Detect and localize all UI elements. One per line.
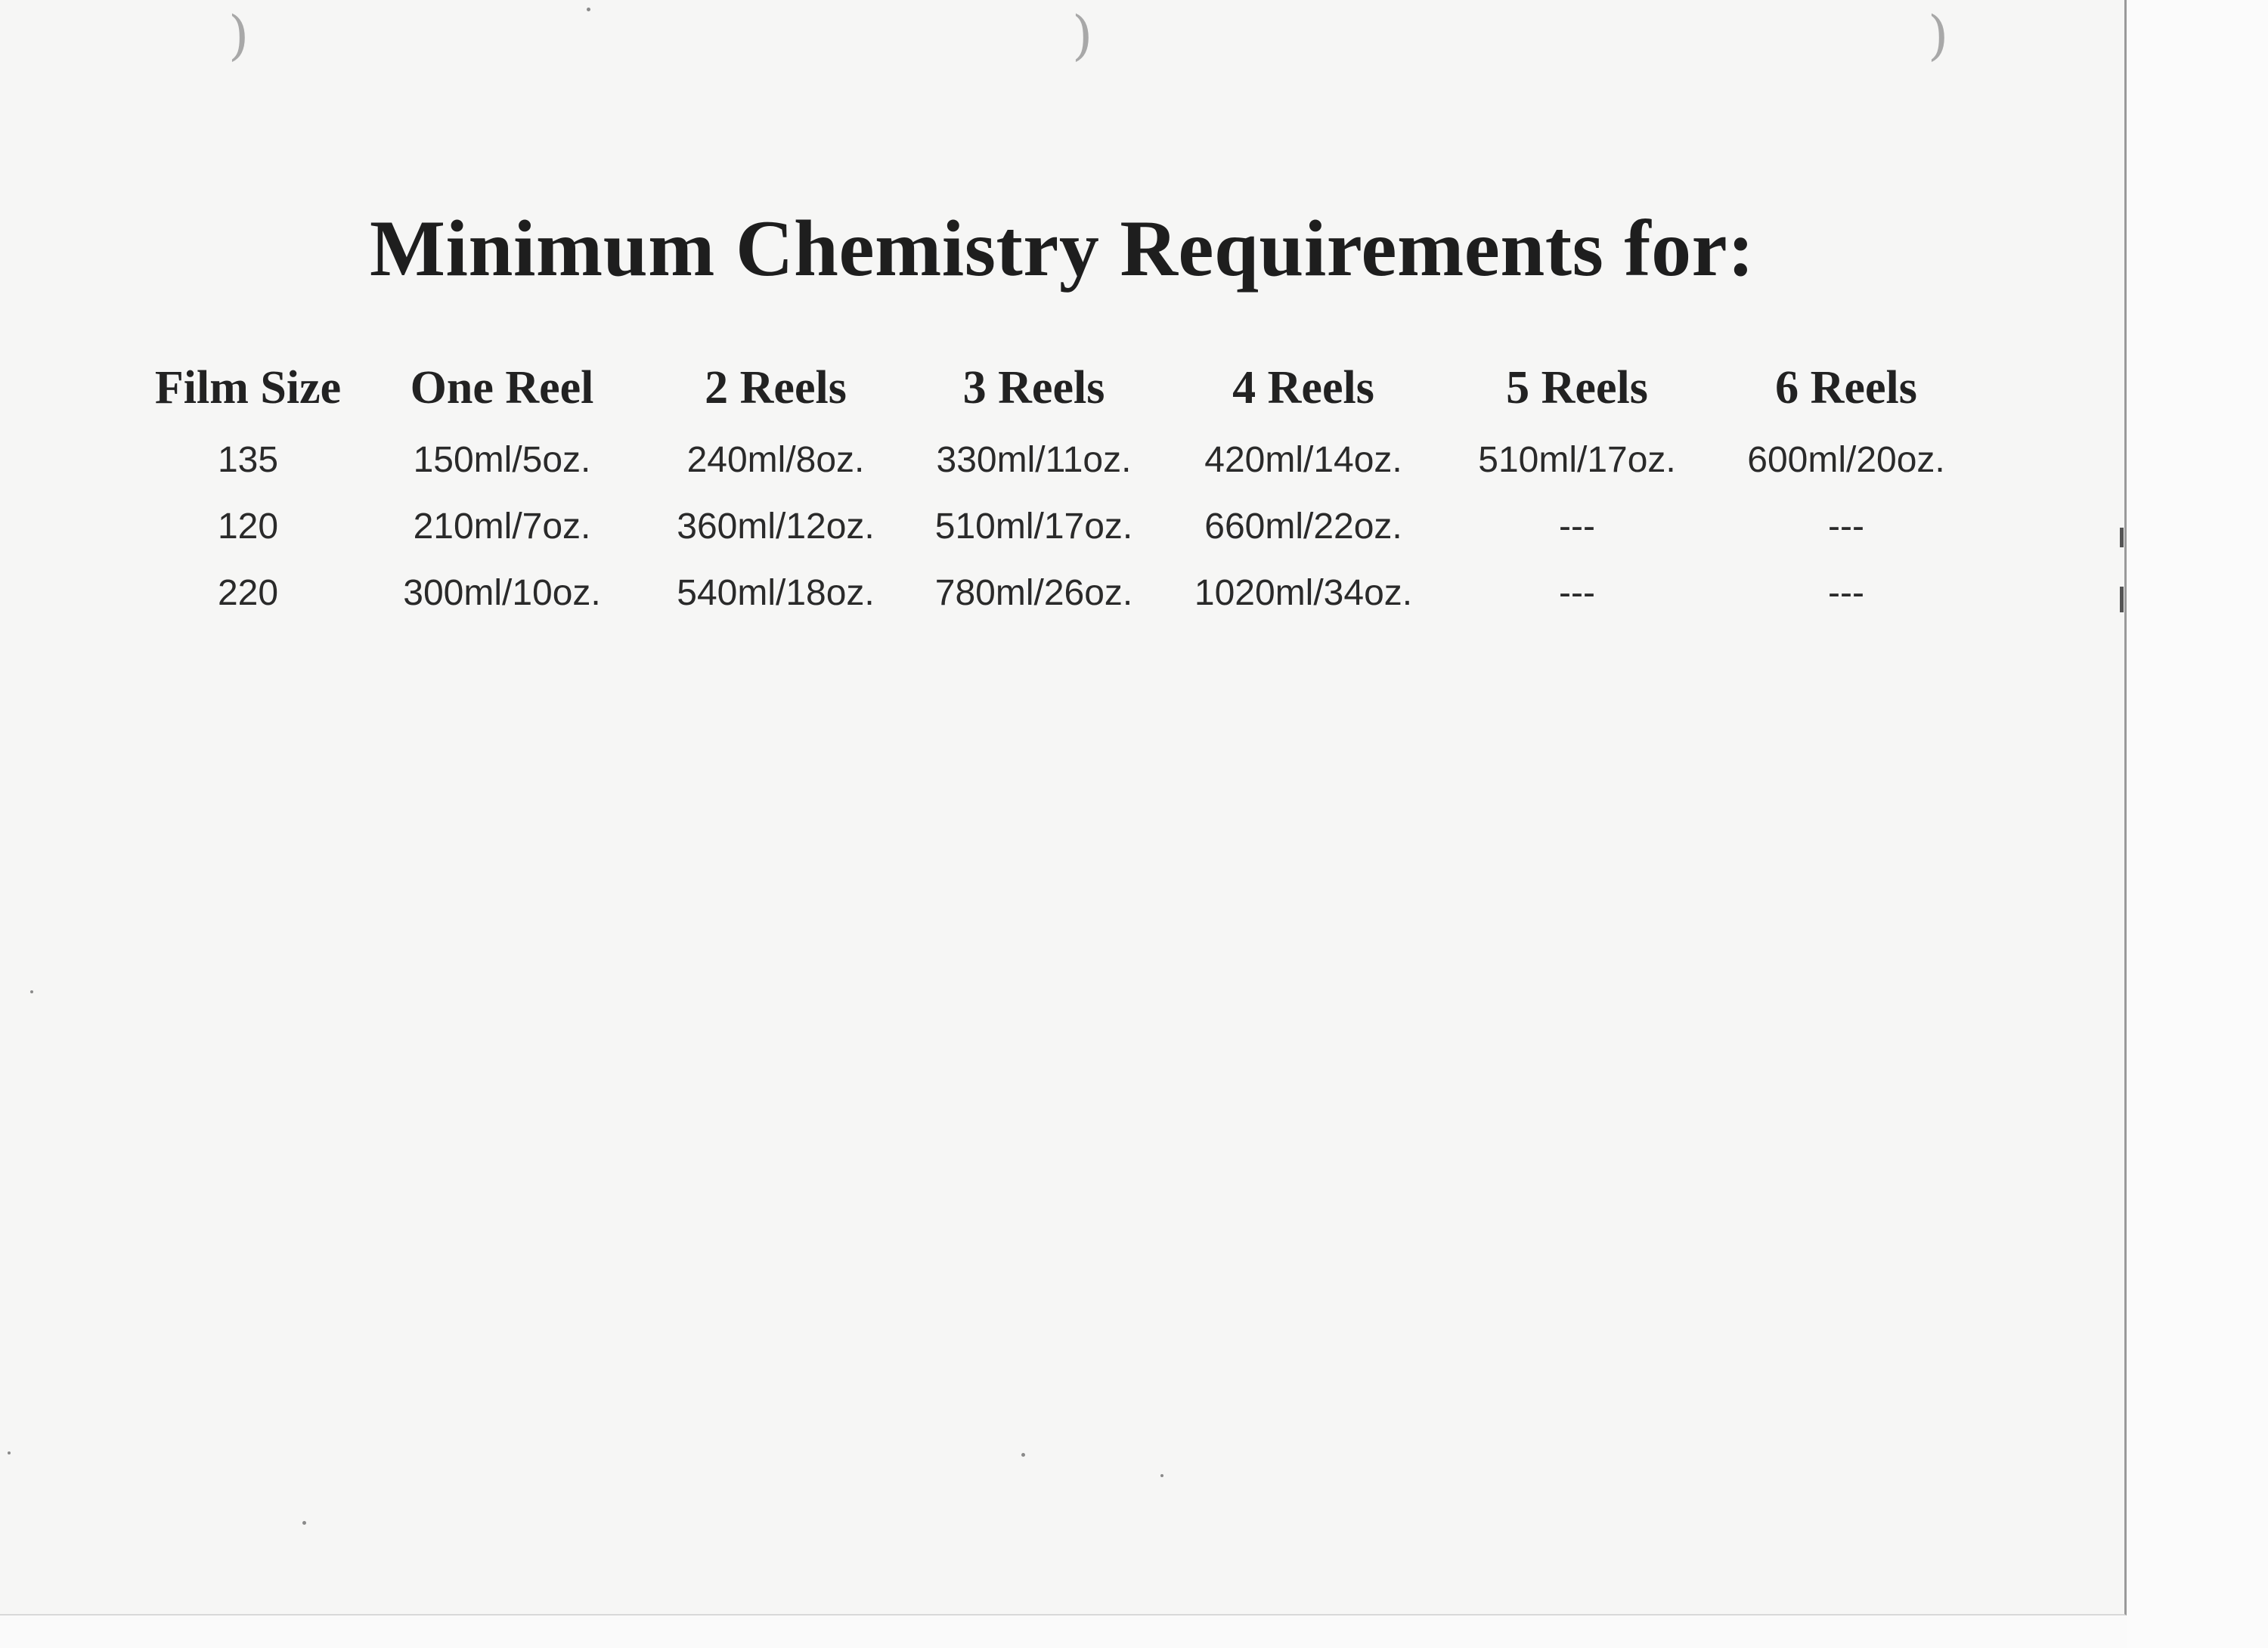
table-cell: 420ml/14oz. (1204, 439, 1402, 480)
table-cell: --- (1828, 572, 1864, 613)
table-cell: 210ml/7oz. (413, 506, 591, 547)
scan-bottom-margin (0, 1615, 2127, 1648)
column-header-6-reels: 6 Reels (1775, 361, 1917, 414)
table-header-row (140, 349, 1981, 426)
table-cell: 660ml/22oz. (1204, 506, 1402, 547)
table-row (140, 426, 1981, 493)
table-cell: 330ml/11oz. (936, 439, 1132, 480)
chemistry-table (140, 349, 1981, 626)
table-cell: --- (1559, 506, 1595, 547)
column-header-4-reels: 4 Reels (1232, 361, 1374, 414)
table-cell: --- (1828, 506, 1864, 547)
column-header-film-size: Film Size (154, 361, 342, 414)
column-header-3-reels: 3 Reels (962, 361, 1105, 414)
table-cell: 600ml/20oz. (1747, 439, 1945, 480)
table-cell: 300ml/10oz. (403, 572, 601, 613)
table-cell: 1020ml/34oz. (1194, 572, 1413, 613)
table-row (140, 559, 1981, 626)
scan-speck (587, 8, 590, 11)
film-size-cell: 120 (217, 506, 279, 547)
column-header-2-reels: 2 Reels (705, 361, 847, 414)
table-cell: 510ml/17oz. (1478, 439, 1676, 480)
table-cell: 540ml/18oz. (677, 572, 875, 613)
column-header-one-reel: One Reel (410, 361, 594, 414)
punch-hole-mark-left: ) (228, 5, 249, 67)
table-cell: 240ml/8oz. (686, 439, 865, 480)
scan-speck (1021, 1453, 1025, 1457)
scan-right-margin (2127, 0, 2268, 1648)
scan-speck (30, 990, 33, 993)
page-title: Minimum Chemistry Requirements for: (370, 204, 1755, 293)
table-row (140, 493, 1981, 559)
table-cell: 150ml/5oz. (413, 439, 591, 480)
table-cell: 360ml/12oz. (677, 506, 875, 547)
scan-edge-mark (2120, 528, 2124, 547)
film-size-cell: 135 (217, 439, 279, 480)
table-cell: 510ml/17oz. (934, 506, 1133, 547)
scan-speck (8, 1451, 11, 1454)
table-cell: 780ml/26oz. (934, 572, 1133, 613)
film-size-cell: 220 (217, 572, 279, 613)
punch-hole-mark-right: ) (1928, 5, 1949, 67)
table-cell: --- (1559, 572, 1595, 613)
scan-speck (302, 1521, 306, 1525)
scan-edge-mark (2120, 587, 2124, 612)
column-header-5-reels: 5 Reels (1506, 361, 1648, 414)
scan-speck (1160, 1474, 1163, 1477)
punch-hole-mark-center: ) (1072, 5, 1093, 67)
